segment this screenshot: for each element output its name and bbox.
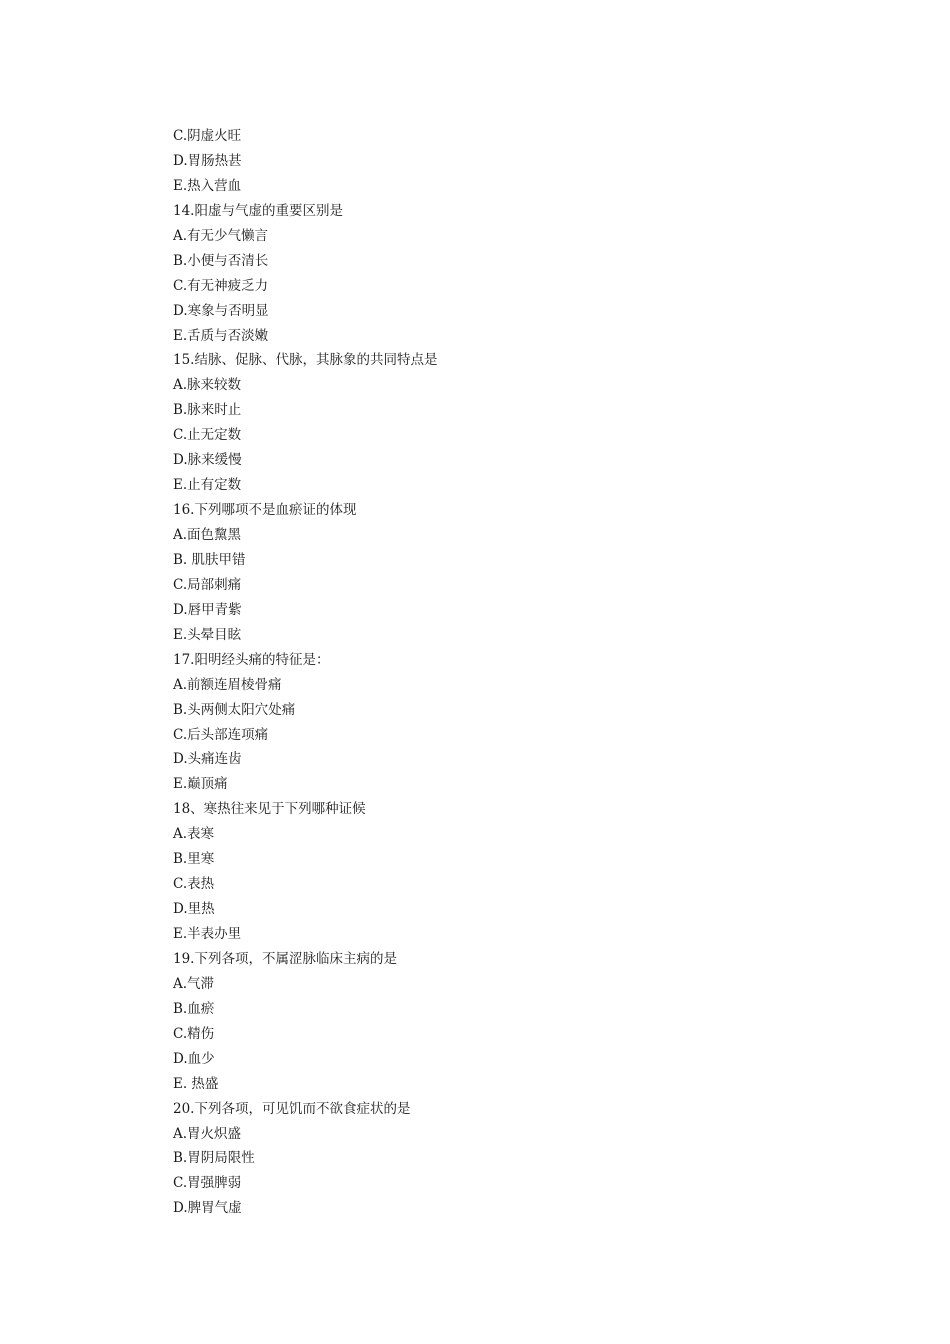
option-line: D.头痛连齿 [173, 751, 242, 768]
question-line: 14.阳虚与气虚的重要区别是 [173, 202, 343, 219]
option-line: A.表寒 [173, 826, 215, 843]
option-line: A.有无少气懒言 [173, 227, 269, 244]
text-line: E.热入营血 [173, 177, 242, 194]
option-line: B.脉来时止 [173, 402, 242, 419]
option-line: E.舌质与否淡嫩 [173, 327, 269, 344]
option-line: C.有无神疲乏力 [173, 277, 269, 294]
option-line: C.表热 [173, 876, 215, 893]
option-line: E.头晕目眩 [173, 626, 242, 643]
option-line: D.唇甲青紫 [173, 601, 242, 618]
option-line: E.止有定数 [173, 477, 242, 494]
question-line: 15.结脉、促脉、代脉，其脉象的共同特点是 [173, 352, 438, 369]
question-line: 17.阳明经头痛的特征是： [173, 651, 330, 668]
option-line: C.胃强脾弱 [173, 1175, 242, 1192]
option-line: E.巅顶痛 [173, 776, 228, 793]
option-line: B.血瘀 [173, 1000, 215, 1017]
option-line: C.局部刺痛 [173, 576, 242, 593]
option-line: C.后头部连项痛 [173, 726, 269, 743]
text-line: C.阴虚火旺 [173, 128, 242, 144]
option-line: D.里热 [173, 901, 215, 918]
option-line: A.面色黧黑 [173, 527, 242, 543]
text-line: D.胃肠热甚 [173, 152, 242, 169]
option-line: E.半表办里 [173, 926, 242, 942]
option-line: B.头两侧太阳穴处痛 [173, 701, 296, 718]
option-line: C.精伤 [173, 1025, 215, 1042]
option-line: B. 肌肤甲错 [173, 551, 246, 568]
option-line: A.脉来较数 [173, 377, 242, 394]
question-line: 20.下列各项，可见饥而不欲食症状的是 [173, 1100, 411, 1117]
question-line: 16.下列哪项不是血瘀证的体现 [173, 502, 357, 519]
option-line: A.气滞 [173, 975, 215, 992]
option-line: B.胃阴局限性 [173, 1150, 255, 1167]
option-line: C.止无定数 [173, 427, 242, 444]
question-line: 19.下列各项，不属涩脉临床主病的是 [173, 950, 397, 967]
question-line: 18、寒热往来见于下列哪种证候 [173, 801, 366, 818]
option-line: D.血少 [173, 1050, 215, 1067]
option-line: A.胃火炽盛 [173, 1125, 242, 1142]
document-page [173, 124, 873, 1221]
option-line: D.脉来缓慢 [173, 452, 242, 469]
option-line: D.寒象与否明显 [173, 302, 269, 319]
option-line: B.里寒 [173, 851, 215, 868]
option-line: E. 热盛 [173, 1075, 219, 1092]
option-line: D.脾胃气虚 [173, 1200, 242, 1217]
option-line: B.小便与否清长 [173, 252, 269, 269]
option-line: A.前额连眉棱骨痛 [173, 676, 282, 693]
